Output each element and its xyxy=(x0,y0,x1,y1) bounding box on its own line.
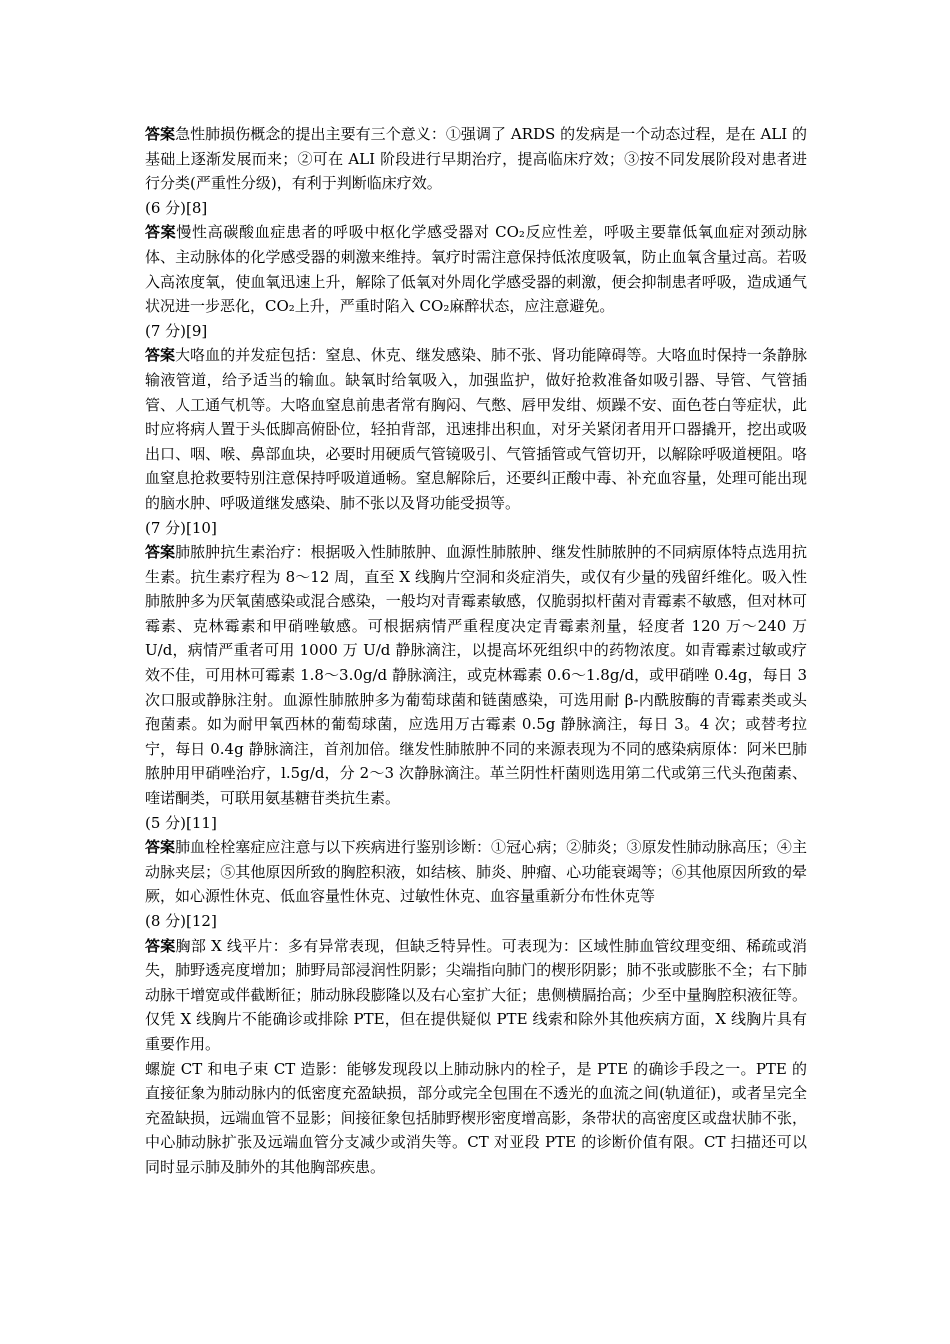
document-page xyxy=(145,122,807,1180)
answer-label: 答案 xyxy=(145,346,176,365)
answer-paragraph xyxy=(145,934,807,1057)
score-line: (7 分)[10] xyxy=(145,518,217,537)
answer-paragraph xyxy=(145,122,807,196)
score-line: (8 分)[12] xyxy=(145,912,217,930)
answer-text: 慢性高碳酸血症患者的呼吸中枢化学感受器对 CO₂反应性差，呼吸主要靠低氧血症对颈动脉体、主动脉体的化学感受器的刺激来维持。氧疗时需注意保持低浓度吸氧，防止血氧含量过高。若吸入高浓度氧，使血氧迅速上升，解除了低氧对外周化学感受器的刺激，便会抑制患者呼吸，造成通气状况进一步恶化，CO₂上升，严重时陷入 CO₂麻醉状态，应注意避免。 xyxy=(145,223,807,316)
answer-paragraph xyxy=(145,343,807,515)
ct-paragraph: 螺旋 CT 和电子束 CT 造影：能够发现段以上肺动脉内的栓子，是 PTE 的确诊手段之一。PTE 的直接征象为肺动脉内的低密度充盈缺损，部分或完全包围在不透光的血流之间(轨道征)，或者呈完全充盈缺损，远端血管不显影；间接征象包括肺野楔形密度增高影，条带状的高密度区或盘状肺不张，中心肺动脉扩张及远端血管分支减少或消失等。CT 对亚段 PTE 的诊断价值有限。CT 扫描还可以同时显示肺及肺外的其他胸部疾患。 xyxy=(145,1059,807,1176)
answer-label: 答案 xyxy=(145,838,176,857)
answer-text: 胸部 X 线平片：多有异常表现，但缺乏特异性。可表现为：区域性肺血管纹理变细、稀疏或消失，肺野透亮度增加；肺野局部浸润性阴影；尖端指向肺门的楔形阴影；肺不张或膨胀不全；右下肺动脉干增宽或伴截断征；肺动脉段膨隆以及右心室扩大征；患侧横膈抬高；少至中量胸腔积液征等。仅凭 X 线胸片不能确诊或排除 PTE，但在提供疑似 PTE 线索和除外其他疾病方面，X 线胸片具有重要作用。 xyxy=(145,936,807,1053)
answer-label: 答案 xyxy=(145,936,176,955)
answer-paragraph xyxy=(145,540,807,811)
answer-label: 答案 xyxy=(145,543,176,562)
answer-paragraph xyxy=(145,835,807,909)
answer-text: 肺脓肿抗生素治疗：根据吸入性肺脓肿、血源性肺脓肿、继发性肺脓肿的不同病原体特点选用抗生素。抗生素疗程为 8～12 周，直至 X 线胸片空洞和炎症消失，或仅有少量的残留纤维化。吸入性肺脓肿多为厌氧菌感染或混合感染，一般均对青霉素敏感，仅脆弱拟杆菌对青霉素不敏感，但对林可霉素、克林霉素和甲硝唑敏感。可根据病情严重程度决定青霉素剂量，轻度者 120 万～240 万 U/d，病情严重者可用 1000 万 U/d 静脉滴注，以提高坏死组织中的药物浓度。如青霉素过敏或疗效不佳，可用林可霉素 1.8～3.0g/d 静脉滴注，或克林霉素 0.6～1.8g/d，或甲硝唑 0.4g，每日 3 次口服或静脉注射。血源性肺脓肿多为葡萄球菌和链菌感染，可选用耐 β-内酰胺酶的青霉素类或头孢菌素。如为耐甲氧西林的葡萄球菌，应选用万古霉素 0.5g 静脉滴注，每日 3。4 次；或替考拉宁，每日 0.4g 静脉滴注，首剂加倍。继发性肺脓肿不同的来源表现为不同的感染病原体：阿米巴肺脓肿用甲硝唑治疗，l.5g/d，分 2～3 次静脉滴注。革兰阴性杆菌则选用第二代或第三代头孢菌素、喹诺酮类，可联用氨基糖苷类抗生素。 xyxy=(145,543,807,808)
answer-text: 急性肺损伤概念的提出主要有三个意义：①强调了 ARDS 的发病是一个动态过程，是在 ALI 的基础上逐渐发展而来；②可在 ALI 阶段进行早期治疗，提高临床疗效；③按不同发展阶段对患者进行分类(严重性分级)，有利于判断临床疗效。 xyxy=(145,125,807,193)
answer-paragraph xyxy=(145,220,807,318)
score-line: (6 分)[8] xyxy=(145,198,208,217)
answer-label: 答案 xyxy=(145,223,177,242)
score-line: (5 分)[11] xyxy=(145,813,217,832)
answer-text: 肺血栓栓塞症应注意与以下疾病进行鉴别诊断：①冠心病；②肺炎；③原发性肺动脉高压；④主动脉夹层；⑤其他原因所致的胸腔积液，如结核、肺炎、肿瘤、心功能衰竭等；⑥其他原因所致的晕厥，如心源性休克、低血容量性休克、过敏性休克、血容量重新分布性休克等 xyxy=(145,838,807,906)
answer-label: 答案 xyxy=(145,125,176,143)
score-line: (7 分)[9] xyxy=(145,321,208,340)
answer-text: 大咯血的并发症包括：窒息、休克、继发感染、肺不张、肾功能障碍等。大咯血时保持一条静脉输液管道，给予适当的输血。缺氧时给氧吸入，加强监护，做好抢救准备如吸引器、导管、气管插管、人工通气机等。大咯血窒息前患者常有胸闷、气憋、唇甲发绀、烦躁不安、面色苍白等症状，此时应将病人置于头低脚高俯卧位，轻拍背部，迅速排出积血，对牙关紧闭者用开口器撬开，挖出或吸出口、咽、喉、鼻部血块，必要时用硬质气管镜吸引、气管插管或气管切开，以解除呼吸道梗阻。咯血窒息抢救要特别注意保持呼吸道通畅。窒息解除后，还要纠正酸中毒、补充血容量，处理可能出现的脑水肿、呼吸道继发感染、肺不张以及肾功能受损等。 xyxy=(145,346,807,512)
